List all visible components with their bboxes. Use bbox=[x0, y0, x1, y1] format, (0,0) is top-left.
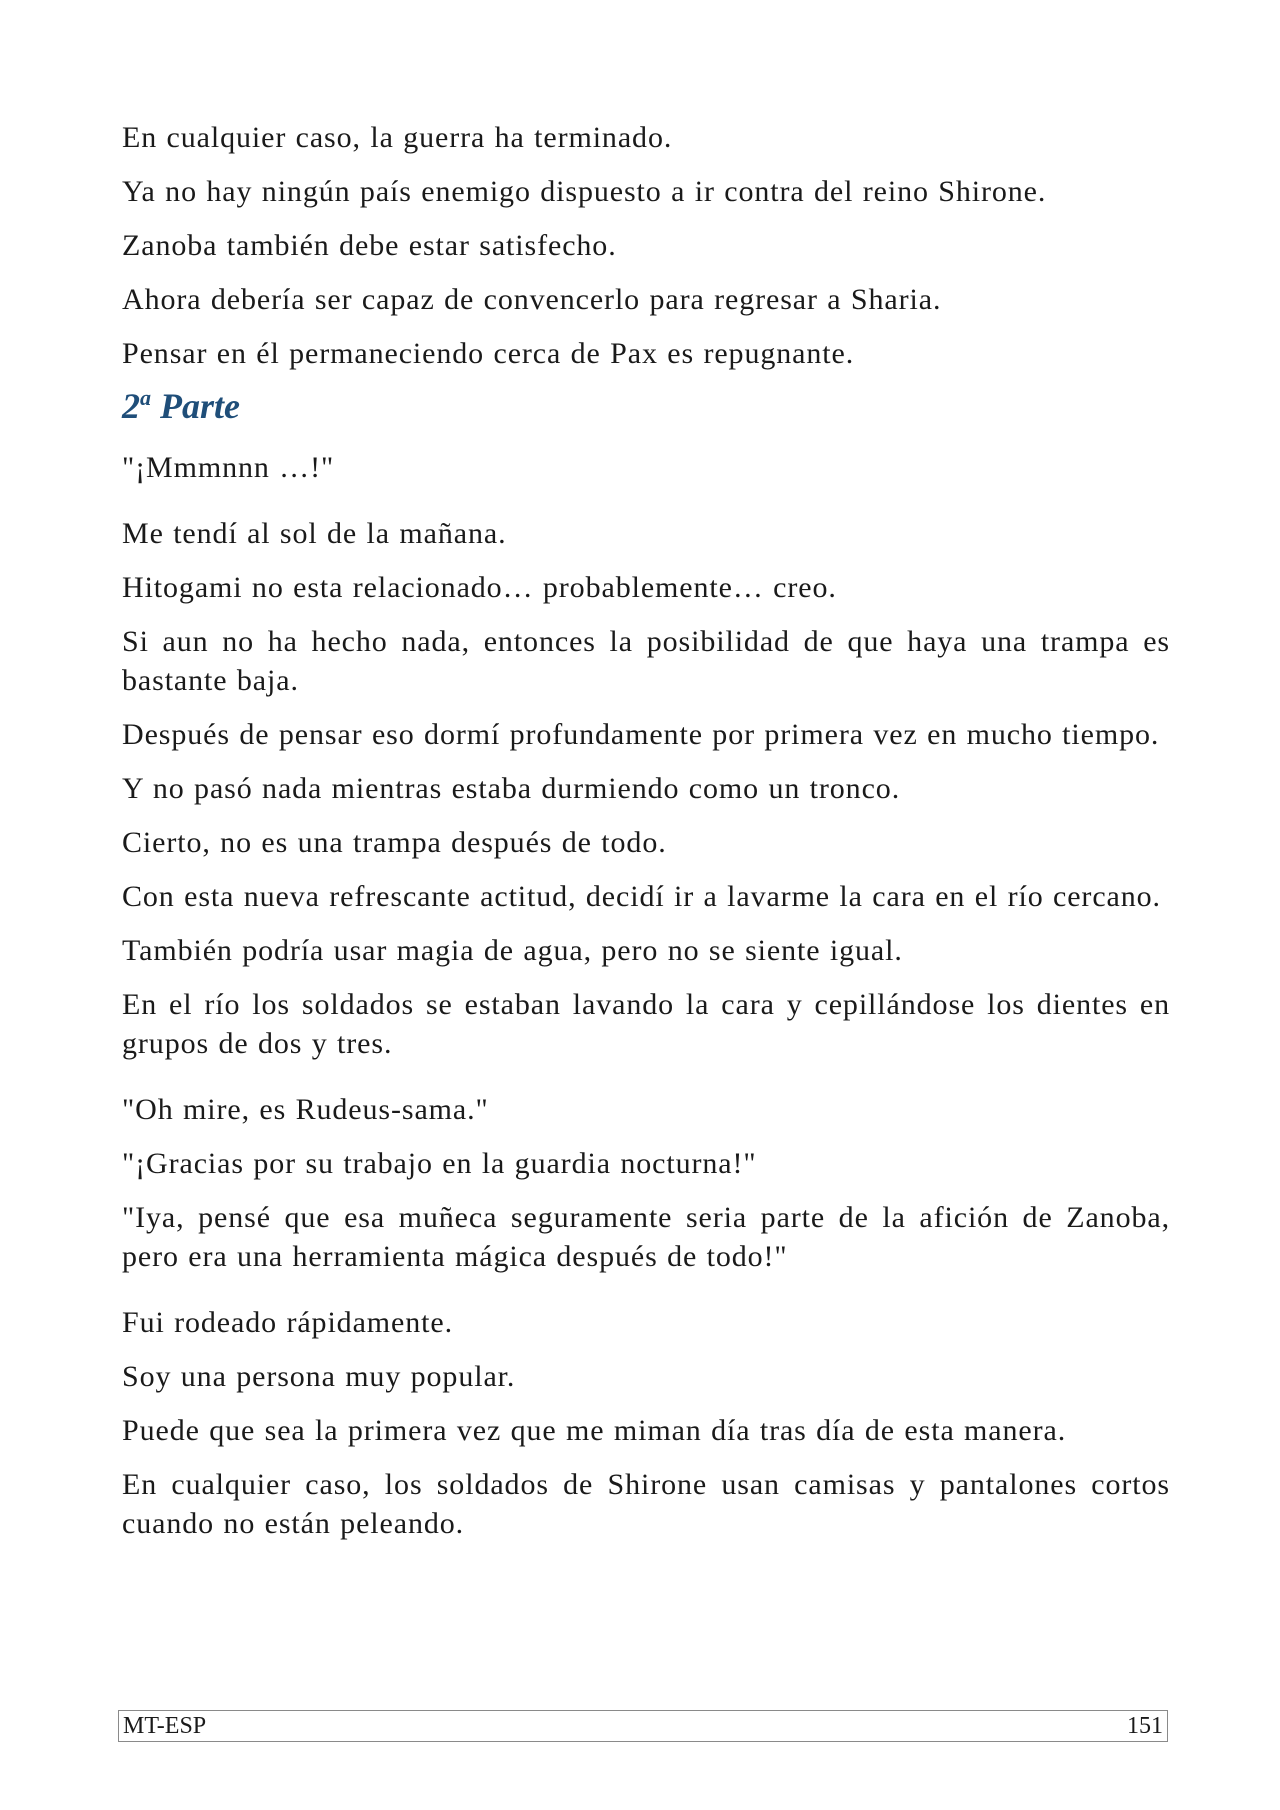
page-footer bbox=[118, 1710, 1168, 1742]
paragraph: "¡Gracias por su trabajo en la guardia nocturna!" bbox=[122, 1147, 757, 1180]
heading-number: 2 bbox=[122, 386, 140, 426]
paragraph: "¡Mmmnnn …!" bbox=[122, 451, 335, 484]
page-number: 151 bbox=[1127, 1713, 1163, 1739]
paragraph: Me tendí al sol de la mañana. bbox=[122, 517, 507, 550]
paragraph: Con esta nueva refrescante actitud, decidí ir a lavarme la cara en el río cercano. bbox=[122, 880, 1161, 913]
paragraph: En cualquier caso, la guerra ha terminado. bbox=[122, 121, 673, 154]
paragraph: En el río los soldados se estaban lavando la cara y cepillándose los dientes en grupos de dos y tres. bbox=[122, 988, 1170, 1060]
heading-text: Parte bbox=[160, 386, 240, 426]
paragraph: Pensar en él permaneciendo cerca de Pax es repugnante. bbox=[122, 337, 855, 370]
paragraph: Después de pensar eso dormí profundamente por primera vez en mucho tiempo. bbox=[122, 718, 1160, 751]
paragraph: Zanoba también debe estar satisfecho. bbox=[122, 229, 617, 262]
paragraph: Fui rodeado rápidamente. bbox=[122, 1306, 453, 1339]
section-heading bbox=[122, 384, 1170, 428]
paragraph: Si aun no ha hecho nada, entonces la posibilidad de que haya una trampa es bastante baja. bbox=[122, 625, 1170, 697]
paragraph: Puede que sea la primera vez que me miman día tras día de esta manera. bbox=[122, 1414, 1067, 1447]
paragraph: Y no pasó nada mientras estaba durmiendo como un tronco. bbox=[122, 772, 901, 805]
footer-label: MT-ESP bbox=[123, 1713, 207, 1739]
paragraph: En cualquier caso, los soldados de Shirone usan camisas y pantalones cortos cuando no están peleando. bbox=[122, 1468, 1170, 1540]
heading-superscript: a bbox=[140, 385, 151, 410]
paragraph: Ahora debería ser capaz de convencerlo para regresar a Sharia. bbox=[122, 283, 942, 316]
document-page bbox=[122, 118, 1170, 1558]
paragraph: "Iya, pensé que esa muñeca seguramente seria parte de la afición de Zanoba, pero era una herramienta mágica después de todo!" bbox=[122, 1201, 1170, 1273]
paragraph: Hitogami no esta relacionado… probablemente… creo. bbox=[122, 571, 837, 604]
paragraph: También podría usar magia de agua, pero no se siente igual. bbox=[122, 934, 903, 967]
paragraph: Ya no hay ningún país enemigo dispuesto a ir contra del reino Shirone. bbox=[122, 175, 1047, 208]
paragraph: Cierto, no es una trampa después de todo. bbox=[122, 826, 667, 859]
paragraph: Soy una persona muy popular. bbox=[122, 1360, 516, 1393]
paragraph: "Oh mire, es Rudeus-sama." bbox=[122, 1093, 489, 1126]
